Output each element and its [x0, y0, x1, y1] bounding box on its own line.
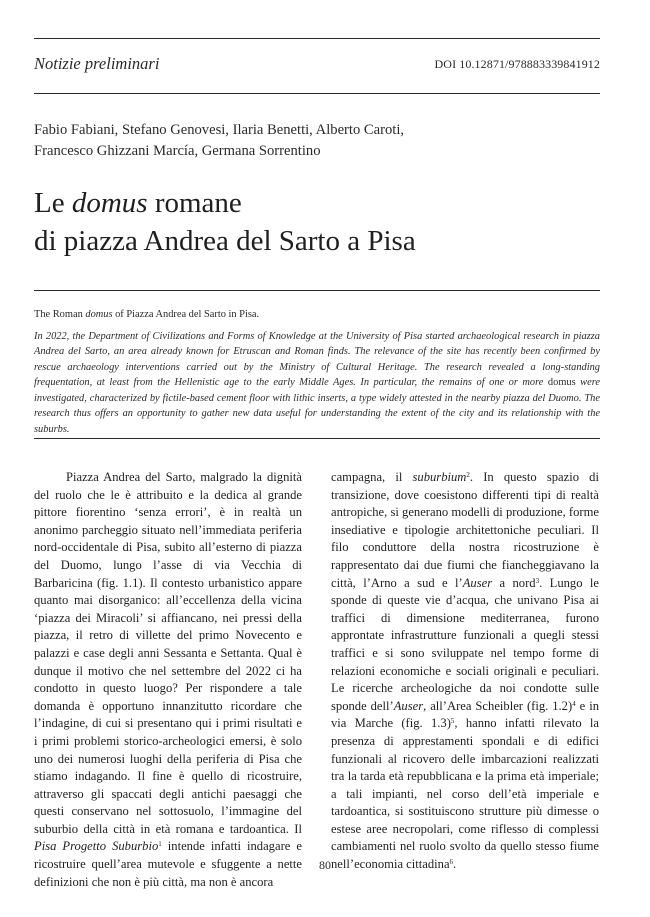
english-title: [34, 307, 600, 323]
body-text: . In questo spazio di transizione, dove coesistono differenti tipi di realtà antropiche, si generano modelli di produzione, forme insediative e tipologie architettoniche peculiari. Il filo conduttore della nostra ricostruzione è rappresentato dai due fiumi che fiancheggiavano la città, l’Arno a sud e l’: [331, 470, 599, 590]
english-title-text: of Piazza Andrea del Sarto in Pisa.: [112, 309, 260, 320]
abstract-top-rule: [34, 290, 600, 291]
author-line: Francesco Ghizzani Marcía, Germana Sorrentino: [34, 143, 321, 159]
top-rule: [34, 38, 600, 39]
body-text: . Lungo le sponde di queste vie d’acqua, che univano Pisa ai traffici di dimensione mediterranea, furono approntate infrastrutture funzionali a quegli stessi traffici e si sono sviluppate nel tempo forme di relazioni economiche e sociali originali e peculiari. Le ricerche archeologiche da noi condotte sulle sponde dell’: [331, 575, 599, 713]
title-text: romane: [147, 187, 242, 219]
body-column-right: [331, 469, 599, 874]
abstract-text: were investigated, characterized by fictile-based cement floor with lithic inserts, a type widely attested in the nearby piazza del Duomo. The research thus offers an opportunity to gather new data useful for understanding the extent of the city and its relationship with the suburbs.: [34, 377, 600, 435]
article-title: [34, 184, 600, 260]
title-text: di piazza Andrea del Sarto a Pisa: [34, 225, 416, 257]
body-text: , all’Area Scheibler (fig. 1.2): [423, 698, 573, 713]
abstract: [34, 307, 600, 437]
abstract-upright: domus: [547, 377, 576, 388]
body-italic: Auser: [393, 698, 424, 713]
footnote-ref: 1: [158, 840, 162, 849]
page-number: 80: [319, 858, 331, 872]
body-italic: Auser: [462, 575, 493, 590]
body-text: e in via Marche (fig. 1.3): [331, 698, 599, 731]
body-text: intende infatti indagare e ricostruire quell’area mutevole e sfuggente a nette definizioni che non è più città, ma non è ancora: [34, 839, 302, 889]
body-text: , hanno infatti rilevato la presenza di apprestamenti spondali e di edifici funzionali al ricovero delle imbarcazioni realizzati tra la tarda età repubblicana e la prima età imperiale; a tali impianti, nel corso dell’età imperiale e tardoantica, si sostituiscono strutture più dimesse o estese aree necropolari, come riflesso di complessi cambiamenti nel ruolo svolto da quello stesso fiume nell’economia cittadina: [331, 716, 600, 872]
english-title-italic: domus: [85, 309, 113, 320]
footnote-ref: 2: [466, 471, 470, 479]
body-text: Piazza Andrea del Sarto, malgrado la dignità del ruolo che le è attribuito e la dedica al grande pittore fiorentino ‘senza errori’, è in realtà un anonimo parcheggio situato nell’immediata periferia nord-occidentale di Pisa, subito all’esterno di piazza del Duomo, lungo l’asse di via Vecchia di Barbaricina (fig. 1.1). Il contesto urbanistico appare quanto mai disorganico: all’eccellenza della vicina ‘piazza dei Miracoli’ si affiancano, nei pressi della piazza, il retro di villette del primo Novecento e palazzi e case degli anni Sessanta e Settanta. Qual è dunque il motivo che nel settembre del 2022 ci ha condotto in questo luogo? Per rispondere a tale domanda è opportuno innanzitutto ricordare che l’indagine, di cui si presentano qui i primi risultati e i primi problemi storico-archeologici emersi, è solo uno dei numerosi luoghi della periferia di Pisa che stiamo indagando. Il fine è quello di ricostruire, attraverso gli spaccati degli antichi paesaggi che questi conservano nel sottosuolo, l’immagine del suburbio della città in età romana e tardoantica. Il: [34, 470, 302, 836]
body-text: campagna, il: [331, 470, 413, 484]
title-italic: domus: [71, 187, 148, 219]
footnote-ref: 4: [572, 699, 576, 708]
abstract-bottom-rule: [34, 438, 600, 439]
section-label: Notizie preliminari: [34, 54, 160, 73]
body-text: .: [453, 857, 457, 872]
english-abstract: [34, 329, 600, 438]
header-rule: [34, 93, 600, 94]
author-list: [34, 120, 600, 162]
body-italic: suburbium: [412, 470, 467, 484]
abstract-text: In 2022, the Department of Civilizations and Forms of Knowledge at the University of Pisa started archaeological research in piazza Andrea del Sarto, an area already known for Etruscan and Roman finds. The relevance of the site has recently been confirmed by rescue archaeology interventions carried out by the Ministry of Cultural Heritage. The research revealed a long-standing frequentation, at least from the Hellenistic age to the early Middle Ages. In particular, the remains of one or more: [34, 330, 600, 388]
body-italic: Pisa Progetto Suburbio: [34, 839, 159, 854]
footnote-ref: 5: [450, 717, 455, 726]
title-text: Le: [34, 187, 72, 219]
footnote-ref: 3: [535, 576, 540, 585]
english-title-text: The Roman: [34, 309, 86, 320]
footnote-ref: 6: [449, 858, 454, 867]
author-line: Fabio Fabiani, Stefano Genovesi, Ilaria Benetti, Alberto Caroti,: [34, 122, 405, 138]
body-column-left: [34, 469, 302, 891]
body-text: a nord: [492, 575, 536, 590]
doi-label: DOI 10.12871/978883339841912: [434, 57, 600, 71]
